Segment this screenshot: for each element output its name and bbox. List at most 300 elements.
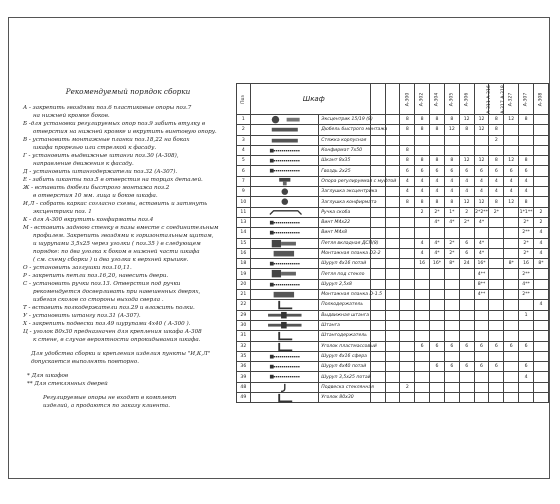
row-quantity-cell: 6 bbox=[400, 166, 415, 176]
row-quantity-cell: 12 bbox=[459, 156, 474, 166]
row-quantity-cell bbox=[533, 341, 548, 351]
col-model-header: А-300 bbox=[400, 84, 415, 115]
row-part-name: Штанга bbox=[319, 320, 370, 330]
row-position: 36 bbox=[237, 362, 251, 372]
instruction-line: Б -для установки регулируемых опор поз.9 забить втулку в bbox=[23, 121, 206, 127]
row-spacer-cell bbox=[370, 145, 385, 155]
row-quantity-cell: 12 bbox=[459, 115, 474, 125]
row-quantity-cell bbox=[430, 393, 445, 403]
row-quantity-cell: 8 bbox=[444, 156, 459, 166]
row-quantity-cell: 8 bbox=[415, 115, 430, 125]
table-row bbox=[237, 310, 549, 320]
row-quantity-cell bbox=[489, 248, 504, 258]
row-position: 29 bbox=[237, 310, 251, 320]
row-quantity-cell bbox=[474, 382, 489, 392]
row-quantity-cell bbox=[474, 393, 489, 403]
row-position: 4 bbox=[237, 145, 251, 155]
row-position: 16 bbox=[237, 248, 251, 258]
row-quantity-cell bbox=[504, 125, 519, 135]
instructions-title: Рекомендуемый порядок сборки bbox=[65, 87, 191, 96]
row-spacer-cell bbox=[385, 320, 400, 330]
row-quantity-cell bbox=[459, 269, 474, 279]
row-quantity-cell bbox=[430, 300, 445, 310]
row-position: 39 bbox=[237, 372, 251, 382]
row-quantity-cell bbox=[533, 393, 548, 403]
row-quantity-cell: 6 bbox=[459, 238, 474, 248]
row-quantity-cell bbox=[459, 145, 474, 155]
row-quantity-cell bbox=[519, 300, 534, 310]
row-quantity-cell: 8 bbox=[430, 125, 445, 135]
table-row bbox=[237, 207, 549, 217]
row-quantity-cell: 4 bbox=[415, 176, 430, 186]
row-quantity-cell bbox=[504, 228, 519, 238]
row-quantity-cell: 2* bbox=[459, 217, 474, 227]
row-quantity-cell: 8 bbox=[489, 115, 504, 125]
row-quantity-cell bbox=[430, 145, 445, 155]
row-quantity-cell: 16* bbox=[430, 259, 445, 269]
row-quantity-cell bbox=[533, 351, 548, 361]
row-quantity-cell: 2** bbox=[519, 228, 534, 238]
row-quantity-cell bbox=[504, 372, 519, 382]
row-quantity-cell bbox=[415, 362, 430, 372]
row-quantity-cell: 2 bbox=[489, 135, 504, 145]
row-quantity-cell: 24 bbox=[459, 259, 474, 269]
row-position: 48 bbox=[237, 382, 251, 392]
row-quantity-cell: 6 bbox=[504, 341, 519, 351]
note-line-2: допускается выполнять повторно. bbox=[31, 359, 139, 365]
row-quantity-cell bbox=[415, 217, 430, 227]
row-quantity-cell bbox=[533, 362, 548, 372]
instruction-line: О - установить заглушки поз.10,11. bbox=[23, 265, 132, 271]
row-quantity-cell: 4** bbox=[519, 279, 534, 289]
row-quantity-cell: 4 bbox=[444, 176, 459, 186]
row-quantity-cell bbox=[533, 125, 548, 135]
row-quantity-cell bbox=[459, 290, 474, 300]
row-quantity-cell bbox=[489, 382, 504, 392]
row-quantity-cell: 6 bbox=[519, 362, 534, 372]
legend-cabinets: * Для шкафов bbox=[27, 373, 69, 379]
row-spacer-cell bbox=[370, 156, 385, 166]
row-quantity-cell: 8* bbox=[504, 259, 519, 269]
row-quantity-cell: 2* bbox=[430, 207, 445, 217]
holder-icon bbox=[250, 331, 319, 341]
row-quantity-cell bbox=[533, 135, 548, 145]
row-quantity-cell bbox=[533, 382, 548, 392]
screw5-icon bbox=[250, 362, 319, 372]
instruction-line: на нижней кромке боков. bbox=[33, 113, 110, 119]
instruction-line: и шурупами 3,5х25 через уголки ( поз.35 ) в следующем bbox=[33, 241, 201, 247]
row-position: 18 bbox=[237, 259, 251, 269]
row-part-name: Уголок пластмассовый bbox=[319, 341, 370, 351]
row-quantity-cell: 2*2** bbox=[474, 207, 489, 217]
row-quantity-cell bbox=[415, 382, 430, 392]
row-quantity-cell bbox=[519, 125, 534, 135]
row-quantity-cell: 4 bbox=[400, 176, 415, 186]
row-quantity-cell bbox=[474, 372, 489, 382]
row-part-name: Шуруп 4х16 потай bbox=[319, 259, 370, 269]
row-quantity-cell bbox=[533, 310, 548, 320]
row-part-name: Шуруп 3,5х25 потай bbox=[319, 372, 370, 382]
row-quantity-cell: 8 bbox=[430, 156, 445, 166]
row-quantity-cell bbox=[489, 393, 504, 403]
nail-icon bbox=[250, 166, 319, 176]
row-quantity-cell: 6 bbox=[519, 341, 534, 351]
table-row bbox=[237, 341, 549, 351]
row-part-name: Эксцентрик 15/19 (8) bbox=[319, 115, 370, 125]
col-spacer-header bbox=[370, 84, 385, 115]
row-quantity-cell bbox=[415, 228, 430, 238]
row-spacer-cell bbox=[385, 362, 400, 372]
row-quantity-cell bbox=[444, 300, 459, 310]
angle-icon bbox=[250, 393, 319, 403]
table-row bbox=[237, 351, 549, 361]
row-spacer-cell bbox=[370, 269, 385, 279]
row-quantity-cell bbox=[504, 351, 519, 361]
row-quantity-cell bbox=[415, 290, 430, 300]
row-quantity-cell: 12 bbox=[504, 156, 519, 166]
row-quantity-cell bbox=[519, 382, 534, 392]
bolt2-icon bbox=[250, 228, 319, 238]
row-part-name: Петля под стекло bbox=[319, 269, 370, 279]
row-quantity-cell: 4 bbox=[533, 238, 548, 248]
row-part-name: Петля вкладная ДСП(8) bbox=[319, 238, 370, 248]
row-position: 22 bbox=[237, 300, 251, 310]
row-position: 10 bbox=[237, 197, 251, 207]
row-quantity-cell bbox=[400, 238, 415, 248]
row-position: 19 bbox=[237, 269, 251, 279]
row-quantity-cell: 4** bbox=[474, 269, 489, 279]
row-spacer-cell bbox=[385, 238, 400, 248]
row-quantity-cell bbox=[444, 279, 459, 289]
row-spacer-cell bbox=[370, 166, 385, 176]
hinge2-icon bbox=[250, 269, 319, 279]
row-quantity-cell bbox=[444, 331, 459, 341]
row-part-name: Конфирмат 7х50 bbox=[319, 145, 370, 155]
row-quantity-cell bbox=[533, 331, 548, 341]
row-quantity-cell bbox=[400, 279, 415, 289]
instruction-line: эксцентрики поз. 1 bbox=[33, 209, 92, 215]
row-quantity-cell: 2* bbox=[489, 207, 504, 217]
table-row bbox=[237, 156, 549, 166]
row-quantity-cell: 6 bbox=[459, 248, 474, 258]
parts-table-wrapper bbox=[236, 83, 549, 403]
row-spacer-cell bbox=[370, 362, 385, 372]
row-quantity-cell bbox=[489, 228, 504, 238]
row-part-name: Монтажная планка D3-2 bbox=[319, 248, 370, 258]
row-position: 31 bbox=[237, 331, 251, 341]
row-quantity-cell: 4 bbox=[533, 300, 548, 310]
table-row bbox=[237, 135, 549, 145]
row-quantity-cell bbox=[533, 197, 548, 207]
row-position: 15 bbox=[237, 238, 251, 248]
tie-icon bbox=[250, 135, 319, 145]
row-part-name: Гвоздь 2х25 bbox=[319, 166, 370, 176]
instruction-line: отверстия на нижней кромке и вкрутить винтовую опору. bbox=[33, 129, 217, 135]
row-quantity-cell bbox=[400, 300, 415, 310]
row-quantity-cell bbox=[400, 351, 415, 361]
table-row bbox=[237, 362, 549, 372]
row-position: 13 bbox=[237, 217, 251, 227]
row-quantity-cell: 4 bbox=[489, 176, 504, 186]
screw6-icon bbox=[250, 372, 319, 382]
row-quantity-cell bbox=[504, 320, 519, 330]
row-quantity-cell bbox=[489, 269, 504, 279]
instruction-line: Ц - уголок 80х30 предназначен для крепления шкафа А-308 bbox=[23, 329, 202, 335]
row-quantity-cell bbox=[415, 279, 430, 289]
row-quantity-cell bbox=[415, 300, 430, 310]
row-quantity-cell: 8 bbox=[400, 115, 415, 125]
row-quantity-cell: 8* bbox=[533, 259, 548, 269]
row-part-name: Винт М4х8 bbox=[319, 228, 370, 238]
row-quantity-cell: 4 bbox=[533, 228, 548, 238]
row-spacer-cell bbox=[370, 135, 385, 145]
instruction-line: направление движения к фасаду. bbox=[33, 161, 134, 167]
row-spacer-cell bbox=[385, 228, 400, 238]
screw2-icon bbox=[250, 259, 319, 269]
row-quantity-cell bbox=[430, 382, 445, 392]
col-model-header: А-306 bbox=[459, 84, 474, 115]
row-quantity-cell: 8 bbox=[415, 197, 430, 207]
row-quantity-cell: 4 bbox=[474, 187, 489, 197]
row-part-name: Штангодержатель bbox=[319, 331, 370, 341]
row-quantity-cell bbox=[459, 300, 474, 310]
row-quantity-cell: 2 bbox=[400, 382, 415, 392]
row-quantity-cell: 2* bbox=[444, 248, 459, 258]
row-spacer-cell bbox=[385, 310, 400, 320]
dowel-icon bbox=[250, 125, 319, 135]
row-quantity-cell bbox=[504, 290, 519, 300]
instruction-line: К - для А-300 вкрутить конфирматы поз.4 bbox=[23, 217, 154, 223]
row-quantity-cell: 12 bbox=[504, 197, 519, 207]
row-quantity-cell bbox=[504, 382, 519, 392]
row-quantity-cell: 4 bbox=[489, 187, 504, 197]
row-part-name: Шуруп 4х16 сфера bbox=[319, 351, 370, 361]
row-quantity-cell: 6 bbox=[489, 341, 504, 351]
row-part-name: Шкант 8х35 bbox=[319, 156, 370, 166]
instruction-line: в отверстия 10 мм. лица и боков шкафа. bbox=[33, 193, 158, 199]
row-quantity-cell: 4 bbox=[474, 176, 489, 186]
row-quantity-cell bbox=[415, 351, 430, 361]
row-quantity-cell: 8 bbox=[415, 156, 430, 166]
row-spacer-cell bbox=[370, 320, 385, 330]
row-quantity-cell bbox=[474, 300, 489, 310]
row-quantity-cell: 8 bbox=[489, 125, 504, 135]
table-row bbox=[237, 259, 549, 269]
row-spacer-cell bbox=[385, 351, 400, 361]
row-position: 1 bbox=[237, 115, 251, 125]
row-position: 35 bbox=[237, 351, 251, 361]
row-quantity-cell: 4* bbox=[474, 248, 489, 258]
row-quantity-cell: 8 bbox=[489, 197, 504, 207]
col-model-header: А-307 bbox=[519, 84, 534, 115]
row-quantity-cell bbox=[489, 310, 504, 320]
row-spacer-cell bbox=[385, 341, 400, 351]
row-quantity-cell bbox=[415, 269, 430, 279]
row-spacer-cell bbox=[370, 300, 385, 310]
row-part-name: Выдвижная штанга bbox=[319, 310, 370, 320]
row-quantity-cell bbox=[489, 320, 504, 330]
row-quantity-cell: 4 bbox=[533, 248, 548, 258]
row-quantity-cell bbox=[400, 362, 415, 372]
row-quantity-cell bbox=[459, 372, 474, 382]
instruction-line: М - вставить заднюю стенку в пазы вместе с соединительным bbox=[23, 225, 219, 231]
row-quantity-cell bbox=[504, 300, 519, 310]
bolt-icon bbox=[250, 217, 319, 227]
row-quantity-cell bbox=[430, 269, 445, 279]
row-quantity-cell: 8 bbox=[519, 197, 534, 207]
corner-icon bbox=[250, 341, 319, 351]
row-quantity-cell: 4* bbox=[430, 217, 445, 227]
eccentric-icon bbox=[250, 115, 319, 125]
parts-table bbox=[236, 83, 549, 403]
row-quantity-cell bbox=[430, 228, 445, 238]
row-quantity-cell: 8 bbox=[400, 145, 415, 155]
table-row bbox=[237, 300, 549, 310]
row-quantity-cell: 2 bbox=[415, 207, 430, 217]
row-spacer-cell bbox=[385, 145, 400, 155]
row-quantity-cell bbox=[444, 351, 459, 361]
row-quantity-cell: 2 bbox=[533, 217, 548, 227]
row-quantity-cell bbox=[400, 393, 415, 403]
note-line-1: Для удобства сборки и крепления изделия пункты "И,К,Л" bbox=[31, 351, 211, 357]
row-quantity-cell bbox=[533, 156, 548, 166]
hinge-icon bbox=[250, 238, 319, 248]
row-spacer-cell bbox=[370, 372, 385, 382]
table-header-row bbox=[237, 84, 549, 115]
row-quantity-cell bbox=[400, 310, 415, 320]
row-quantity-cell: 2** bbox=[519, 290, 534, 300]
row-quantity-cell bbox=[444, 310, 459, 320]
row-quantity-cell: 8 bbox=[430, 197, 445, 207]
row-quantity-cell bbox=[444, 228, 459, 238]
row-quantity-cell bbox=[444, 382, 459, 392]
row-quantity-cell: 4 bbox=[415, 238, 430, 248]
row-quantity-cell: 6 bbox=[459, 341, 474, 351]
row-position: 32 bbox=[237, 341, 251, 351]
row-quantity-cell bbox=[459, 393, 474, 403]
col-model-header: А-308 bbox=[533, 84, 548, 115]
instruction-line: Р - закрепить петли поз.16,20, навесить двери. bbox=[23, 273, 169, 279]
row-quantity-cell: 8 bbox=[444, 115, 459, 125]
col-model-header: А-304 bbox=[430, 84, 445, 115]
table-row bbox=[237, 125, 549, 135]
row-quantity-cell bbox=[430, 279, 445, 289]
row-quantity-cell bbox=[474, 331, 489, 341]
row-quantity-cell bbox=[400, 320, 415, 330]
row-quantity-cell bbox=[444, 269, 459, 279]
row-quantity-cell bbox=[504, 238, 519, 248]
row-quantity-cell bbox=[519, 351, 534, 361]
row-quantity-cell bbox=[459, 331, 474, 341]
row-quantity-cell bbox=[444, 320, 459, 330]
row-part-name: Монтажная планка D-1.5 bbox=[319, 290, 370, 300]
row-quantity-cell: 4* bbox=[430, 248, 445, 258]
row-spacer-cell bbox=[370, 310, 385, 320]
table-row bbox=[237, 115, 549, 125]
row-position: 7 bbox=[237, 176, 251, 186]
row-quantity-cell bbox=[444, 145, 459, 155]
row-spacer-cell bbox=[385, 125, 400, 135]
row-quantity-cell bbox=[489, 145, 504, 155]
row-quantity-cell: 8 bbox=[489, 156, 504, 166]
row-quantity-cell bbox=[459, 320, 474, 330]
row-quantity-cell: 6 bbox=[474, 166, 489, 176]
row-quantity-cell: 12 bbox=[444, 125, 459, 135]
table-row bbox=[237, 393, 549, 403]
shelf-icon bbox=[250, 300, 319, 310]
row-quantity-cell bbox=[533, 115, 548, 125]
row-quantity-cell bbox=[504, 145, 519, 155]
row-quantity-cell bbox=[415, 320, 430, 330]
row-spacer-cell bbox=[385, 207, 400, 217]
row-quantity-cell: 1 bbox=[519, 310, 534, 320]
row-quantity-cell bbox=[474, 145, 489, 155]
row-quantity-cell bbox=[474, 228, 489, 238]
row-quantity-cell bbox=[533, 320, 548, 330]
row-quantity-cell: 4 bbox=[519, 187, 534, 197]
row-spacer-cell bbox=[385, 279, 400, 289]
table-row bbox=[237, 320, 549, 330]
row-spacer-cell bbox=[385, 382, 400, 392]
instruction-line: порядке: по два уголка к боком в нижней части шкафа bbox=[33, 249, 200, 255]
row-quantity-cell: 4** bbox=[474, 290, 489, 300]
instruction-line: Г - установить выдвижные штанги поз.30 (А-308), bbox=[23, 153, 179, 159]
row-quantity-cell bbox=[519, 145, 534, 155]
row-quantity-cell bbox=[504, 269, 519, 279]
row-position: 14 bbox=[237, 228, 251, 238]
row-spacer-cell bbox=[370, 207, 385, 217]
row-quantity-cell: 6 bbox=[519, 166, 534, 176]
row-part-name: Уголок 80х30 bbox=[319, 393, 370, 403]
row-quantity-cell bbox=[415, 393, 430, 403]
row-spacer-cell bbox=[370, 228, 385, 238]
row-quantity-cell: 4 bbox=[430, 176, 445, 186]
instruction-line: профилем. Закрепить гвоздями к горизонтальным щитам, bbox=[33, 233, 214, 239]
row-spacer-cell bbox=[385, 269, 400, 279]
row-quantity-cell: 1* bbox=[444, 207, 459, 217]
row-quantity-cell bbox=[489, 331, 504, 341]
row-spacer-cell bbox=[385, 372, 400, 382]
table-row bbox=[237, 145, 549, 155]
row-quantity-cell: 4 bbox=[519, 176, 534, 186]
row-quantity-cell bbox=[504, 135, 519, 145]
row-part-name: Винт М4х22 bbox=[319, 217, 370, 227]
row-quantity-cell bbox=[400, 217, 415, 227]
row-quantity-cell: 8 bbox=[519, 156, 534, 166]
plate2-icon bbox=[250, 290, 319, 300]
row-quantity-cell: 2* bbox=[519, 248, 534, 258]
row-quantity-cell: 2* bbox=[519, 238, 534, 248]
instruction-line: Т - вставить полкодержатели поз.29 и вложить полки. bbox=[23, 305, 195, 311]
row-quantity-cell: 4 bbox=[504, 187, 519, 197]
row-quantity-cell: 4 bbox=[430, 187, 445, 197]
row-quantity-cell: 4 bbox=[444, 187, 459, 197]
screw3-icon bbox=[250, 279, 319, 289]
instruction-line: Е - забить шканты поз.5 в отверстия на торцах деталей. bbox=[23, 177, 203, 183]
row-quantity-cell bbox=[400, 290, 415, 300]
row-quantity-cell bbox=[415, 135, 430, 145]
row-quantity-cell: 16* bbox=[474, 259, 489, 269]
row-spacer-cell bbox=[385, 217, 400, 227]
row-quantity-cell bbox=[489, 238, 504, 248]
row-position: 11 bbox=[237, 207, 251, 217]
row-spacer-cell bbox=[385, 197, 400, 207]
row-spacer-cell bbox=[370, 217, 385, 227]
table-row bbox=[237, 372, 549, 382]
row-quantity-cell bbox=[489, 217, 504, 227]
row-quantity-cell: 6 bbox=[459, 166, 474, 176]
instruction-line: У - установить штангу поз.31 (А-307). bbox=[23, 313, 141, 319]
